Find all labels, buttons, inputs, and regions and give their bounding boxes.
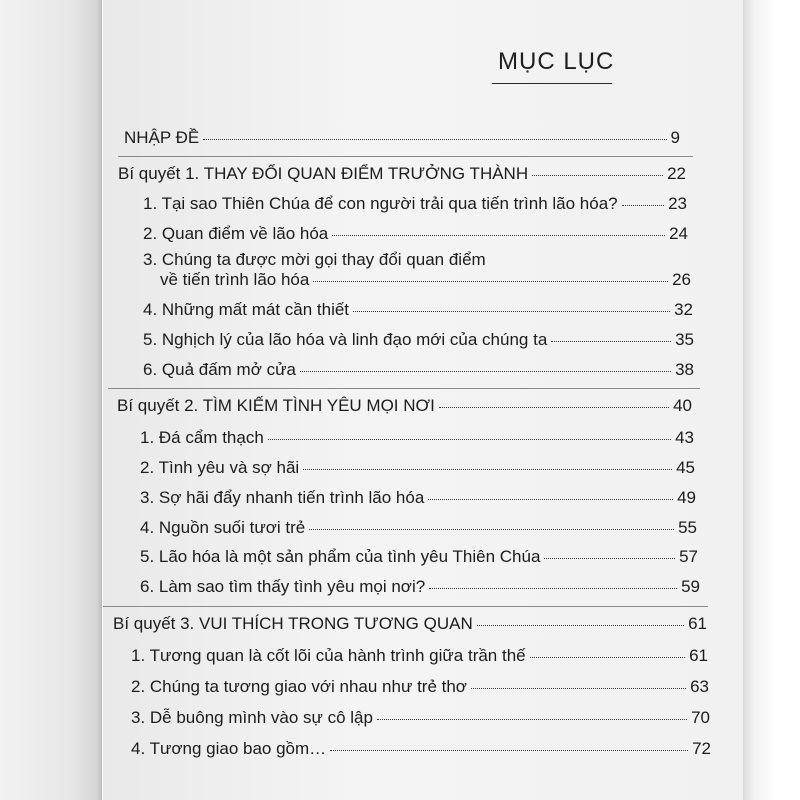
toc-page-number: 26 bbox=[672, 270, 691, 289]
dot-leader bbox=[313, 280, 668, 282]
title-underline bbox=[492, 83, 612, 84]
toc-entry bbox=[160, 270, 691, 290]
toc-page-number: 23 bbox=[668, 194, 687, 213]
dot-leader bbox=[303, 468, 672, 470]
toc-section-heading bbox=[118, 164, 686, 184]
toc-page-number: 63 bbox=[690, 677, 709, 696]
toc-page-number: 72 bbox=[692, 739, 711, 758]
toc-page-number: 61 bbox=[689, 646, 708, 665]
toc-entry-label: 4. Những mất mát cần thiết bbox=[143, 300, 350, 319]
toc-entry bbox=[131, 739, 711, 759]
toc-page-number: 55 bbox=[678, 518, 697, 537]
toc-section-heading bbox=[113, 614, 707, 634]
toc-entry bbox=[140, 547, 698, 567]
toc-entry bbox=[131, 646, 708, 666]
toc-page-number: 38 bbox=[675, 360, 694, 379]
toc-page-number: 43 bbox=[675, 428, 694, 447]
toc-entry bbox=[143, 224, 688, 244]
toc-entry-label-line2: về tiến trình lão hóa bbox=[160, 270, 310, 289]
toc-page-number: 49 bbox=[677, 488, 696, 507]
dot-leader bbox=[203, 138, 666, 140]
toc-page-number: 59 bbox=[681, 577, 700, 596]
dot-leader bbox=[309, 528, 674, 530]
dot-leader bbox=[622, 204, 664, 206]
section-divider bbox=[118, 156, 693, 157]
toc-section-label: Bí quyết 1. THAY ĐỔI QUAN ĐIỂM TRƯỞNG THÀNH bbox=[118, 164, 529, 183]
section-divider bbox=[103, 606, 708, 607]
toc-entry-label: 1. Tại sao Thiên Chúa để con người trải qua tiến trình lão hóa? bbox=[143, 194, 618, 213]
toc-entry bbox=[131, 677, 709, 697]
toc-page-number: 24 bbox=[669, 224, 688, 243]
dot-leader bbox=[532, 174, 663, 176]
toc-page-number: 61 bbox=[688, 614, 707, 633]
toc-page-number: 70 bbox=[691, 708, 710, 727]
toc-entry bbox=[143, 330, 694, 350]
toc-entry bbox=[140, 577, 700, 597]
toc-entry-label: 2. Tình yêu và sợ hãi bbox=[140, 458, 300, 477]
toc-entry bbox=[140, 518, 697, 538]
toc-section-label: Bí quyết 3. VUI THÍCH TRONG TƯƠNG QUAN bbox=[113, 614, 473, 633]
toc-section-label: Bí quyết 2. TÌM KIẾM TÌNH YÊU MỌI NƠI bbox=[117, 396, 435, 415]
toc-entry bbox=[131, 708, 710, 728]
dot-leader bbox=[471, 687, 686, 689]
toc-entry-label: 2. Chúng ta tương giao với nhau như trẻ thơ bbox=[131, 677, 467, 696]
dot-leader bbox=[439, 406, 669, 408]
dot-leader bbox=[330, 749, 688, 751]
dot-leader bbox=[477, 624, 684, 626]
toc-entry bbox=[140, 458, 695, 478]
dot-leader bbox=[300, 370, 671, 372]
toc-page-number: 35 bbox=[675, 330, 694, 349]
dot-leader bbox=[377, 718, 687, 720]
section-divider bbox=[108, 388, 700, 389]
dot-leader bbox=[332, 234, 665, 236]
book-spine-shadow bbox=[0, 0, 102, 800]
dot-leader bbox=[429, 587, 677, 589]
toc-page-number: 45 bbox=[676, 458, 695, 477]
toc-entry bbox=[140, 428, 694, 448]
toc-entry-label: NHẬP ĐỀ bbox=[124, 128, 200, 147]
dot-leader bbox=[428, 498, 673, 500]
toc-entry-label: 5. Lão hóa là một sản phẩm của tình yêu Thiên Chúa bbox=[140, 547, 541, 566]
toc-entry-label: 5. Nghịch lý của lão hóa và linh đạo mới của chúng ta bbox=[143, 330, 548, 349]
toc-section-heading bbox=[117, 396, 692, 416]
dot-leader bbox=[353, 310, 670, 312]
toc-page-number: 57 bbox=[679, 547, 698, 566]
page-title: MỤC LỤC bbox=[498, 48, 615, 75]
toc-page-number: 9 bbox=[670, 128, 680, 147]
toc-entry-label: 3. Dễ buông mình vào sự cô lập bbox=[131, 708, 373, 727]
toc-entry-intro bbox=[124, 128, 680, 148]
dot-leader bbox=[268, 438, 671, 440]
dot-leader bbox=[551, 340, 671, 342]
toc-entry-label-line1: 3. Chúng ta được mời gọi thay đổi quan điểm bbox=[143, 250, 486, 269]
toc-entry bbox=[143, 300, 693, 320]
toc-entry-label: 1. Tương quan là cốt lõi của hành trình giữa trần thế bbox=[131, 646, 526, 665]
toc-entry bbox=[143, 194, 687, 214]
toc-entry-label: 1. Đá cẩm thạch bbox=[140, 428, 264, 447]
dot-leader bbox=[530, 656, 685, 658]
toc-page-number: 22 bbox=[667, 164, 686, 183]
toc-entry-label: 6. Quả đấm mở cửa bbox=[143, 360, 296, 379]
toc-entry-label: 4. Nguồn suối tươi trẻ bbox=[140, 518, 306, 537]
toc-entry-label: 3. Sợ hãi đẩy nhanh tiến trình lão hóa bbox=[140, 488, 425, 507]
toc-entry bbox=[143, 360, 694, 380]
toc-entry bbox=[140, 488, 696, 508]
dot-leader bbox=[544, 557, 675, 559]
toc-entry-label: 4. Tương giao bao gồm… bbox=[131, 739, 327, 758]
toc-entry-label: 2. Quan điểm về lão hóa bbox=[143, 224, 329, 243]
page-edge bbox=[743, 0, 800, 800]
toc-page-number: 40 bbox=[673, 396, 692, 415]
toc-entry-label: 6. Làm sao tìm thấy tình yêu mọi nơi? bbox=[140, 577, 426, 596]
toc-page-number: 32 bbox=[674, 300, 693, 319]
